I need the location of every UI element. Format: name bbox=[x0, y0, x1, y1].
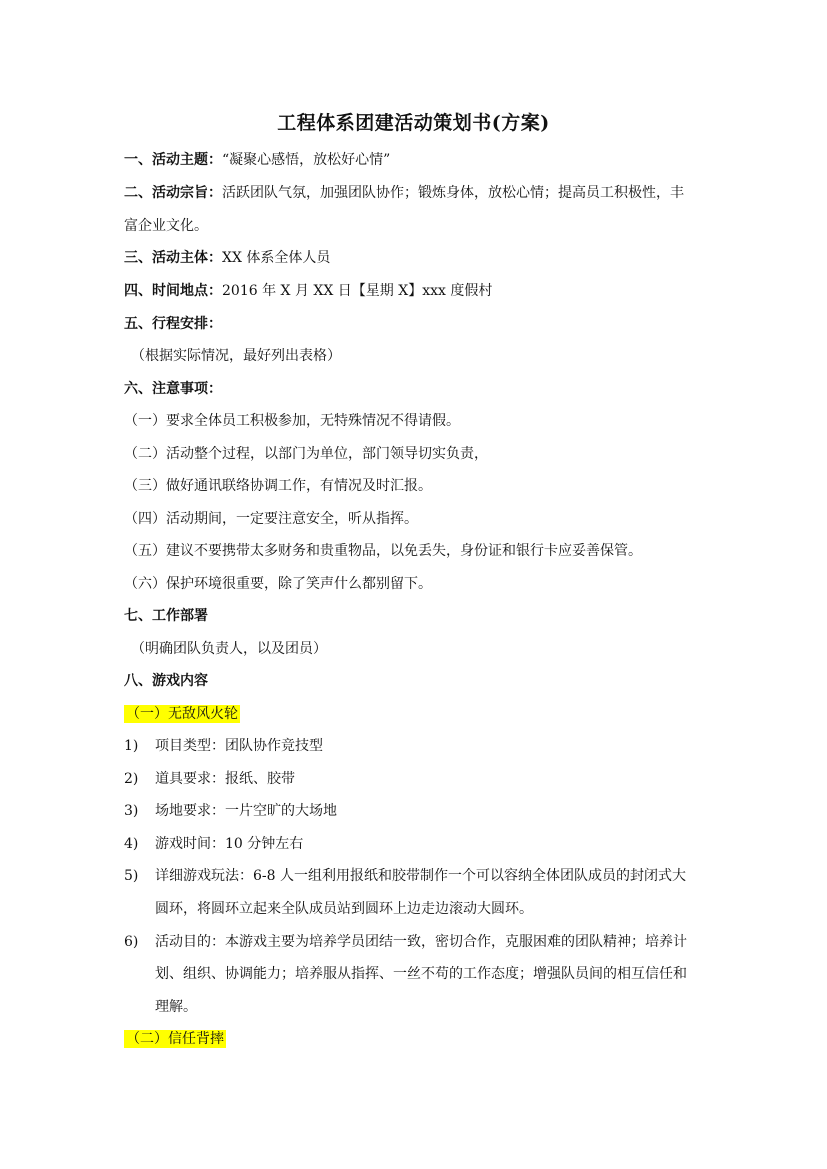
page-title: 工程体系团建活动策划书(方案) bbox=[277, 112, 550, 134]
list-item-number: 1) bbox=[124, 738, 139, 754]
highlighted-game-title: （一）无敌风火轮 bbox=[126, 706, 238, 722]
list-item-text: 详细游戏玩法：6-8 人一组利用报纸和胶带制作一个可以容纳全体团队成员的封闭式大 bbox=[155, 868, 686, 884]
list-item-text: 场地要求：一片空旷的大场地 bbox=[155, 803, 337, 819]
game-title-2 bbox=[124, 1029, 226, 1049]
section-text: 2016 年 X 月 XX 日【星期 X】xxx 度假村 bbox=[222, 283, 493, 299]
list-item-text-cont: 划、组织、协调能力；培养服从指挥、一丝不苟的工作态度；增强队员间的相互信任和 bbox=[155, 966, 687, 982]
section-activity-theme bbox=[124, 150, 390, 170]
list-item-number: 3) bbox=[124, 803, 139, 819]
section-schedule-heading: 五、行程安排： bbox=[124, 316, 222, 332]
list-item-text-cont: 理解。 bbox=[155, 999, 197, 1015]
list-item-text: 游戏时间：10 分钟左右 bbox=[155, 836, 304, 852]
section-games-heading: 八、游戏内容 bbox=[124, 673, 208, 689]
notes-item: （五）建议不要携带太多财务和贵重物品，以免丢失，身份证和银行卡应妥善保管。 bbox=[124, 543, 642, 559]
section-schedule-note: （根据实际情况，最好列出表格） bbox=[131, 348, 341, 364]
section-activity-purpose bbox=[124, 183, 684, 203]
notes-item: （四）活动期间，一定要注意安全，听从指挥。 bbox=[124, 511, 418, 527]
section-notes-heading: 六、注意事项： bbox=[124, 381, 222, 397]
section-work-deployment-heading: 七、工作部署 bbox=[124, 608, 208, 624]
section-work-deployment-note: （明确团队负责人，以及团员） bbox=[131, 641, 327, 657]
list-item-text: 活动目的：本游戏主要为培养学员团结一致，密切合作，克服困难的团队精神；培养计 bbox=[155, 934, 687, 950]
list-item-text: 项目类型：团队协作竞技型 bbox=[155, 738, 323, 754]
list-item-number: 6) bbox=[124, 934, 139, 950]
section-activity-subject bbox=[124, 248, 330, 268]
list-item-text-cont: 圆环，将圆环立起来全队成员站到圆环上边走边滚动大圆环。 bbox=[155, 901, 533, 917]
notes-item: （六）保护环境很重要，除了笑声什么都别留下。 bbox=[124, 576, 432, 592]
notes-item: （三）做好通讯联络协调工作，有情况及时汇报。 bbox=[124, 478, 432, 494]
section-heading: 三、活动主体： bbox=[124, 250, 222, 266]
section-heading: 一、活动主题： bbox=[124, 152, 222, 168]
section-text: XX 体系全体人员 bbox=[222, 250, 331, 266]
section-text: 活跃团队气氛，加强团队协作；锻炼身体，放松心情；提高员工积极性，丰 bbox=[222, 185, 684, 201]
section-time-location bbox=[124, 281, 492, 301]
highlighted-game-title: （二）信任背摔 bbox=[126, 1031, 224, 1047]
game-title-1 bbox=[124, 704, 240, 724]
section-heading: 四、时间地点： bbox=[124, 283, 222, 299]
list-item-text: 道具要求：报纸、胶带 bbox=[155, 771, 295, 787]
notes-item: （一）要求全体员工积极参加，无特殊情况不得请假。 bbox=[124, 413, 460, 429]
section-text: “凝聚心感悟，放松好心情” bbox=[222, 152, 391, 168]
section-heading: 二、活动宗旨： bbox=[124, 185, 222, 201]
section-activity-purpose-cont bbox=[124, 216, 208, 236]
notes-item: （二）活动整个过程，以部门为单位，部门领导切实负责， bbox=[124, 446, 488, 462]
list-item-number: 2) bbox=[124, 771, 139, 787]
section-text: 富企业文化。 bbox=[124, 218, 208, 234]
list-item-number: 5) bbox=[124, 868, 139, 884]
list-item-number: 4) bbox=[124, 836, 139, 852]
